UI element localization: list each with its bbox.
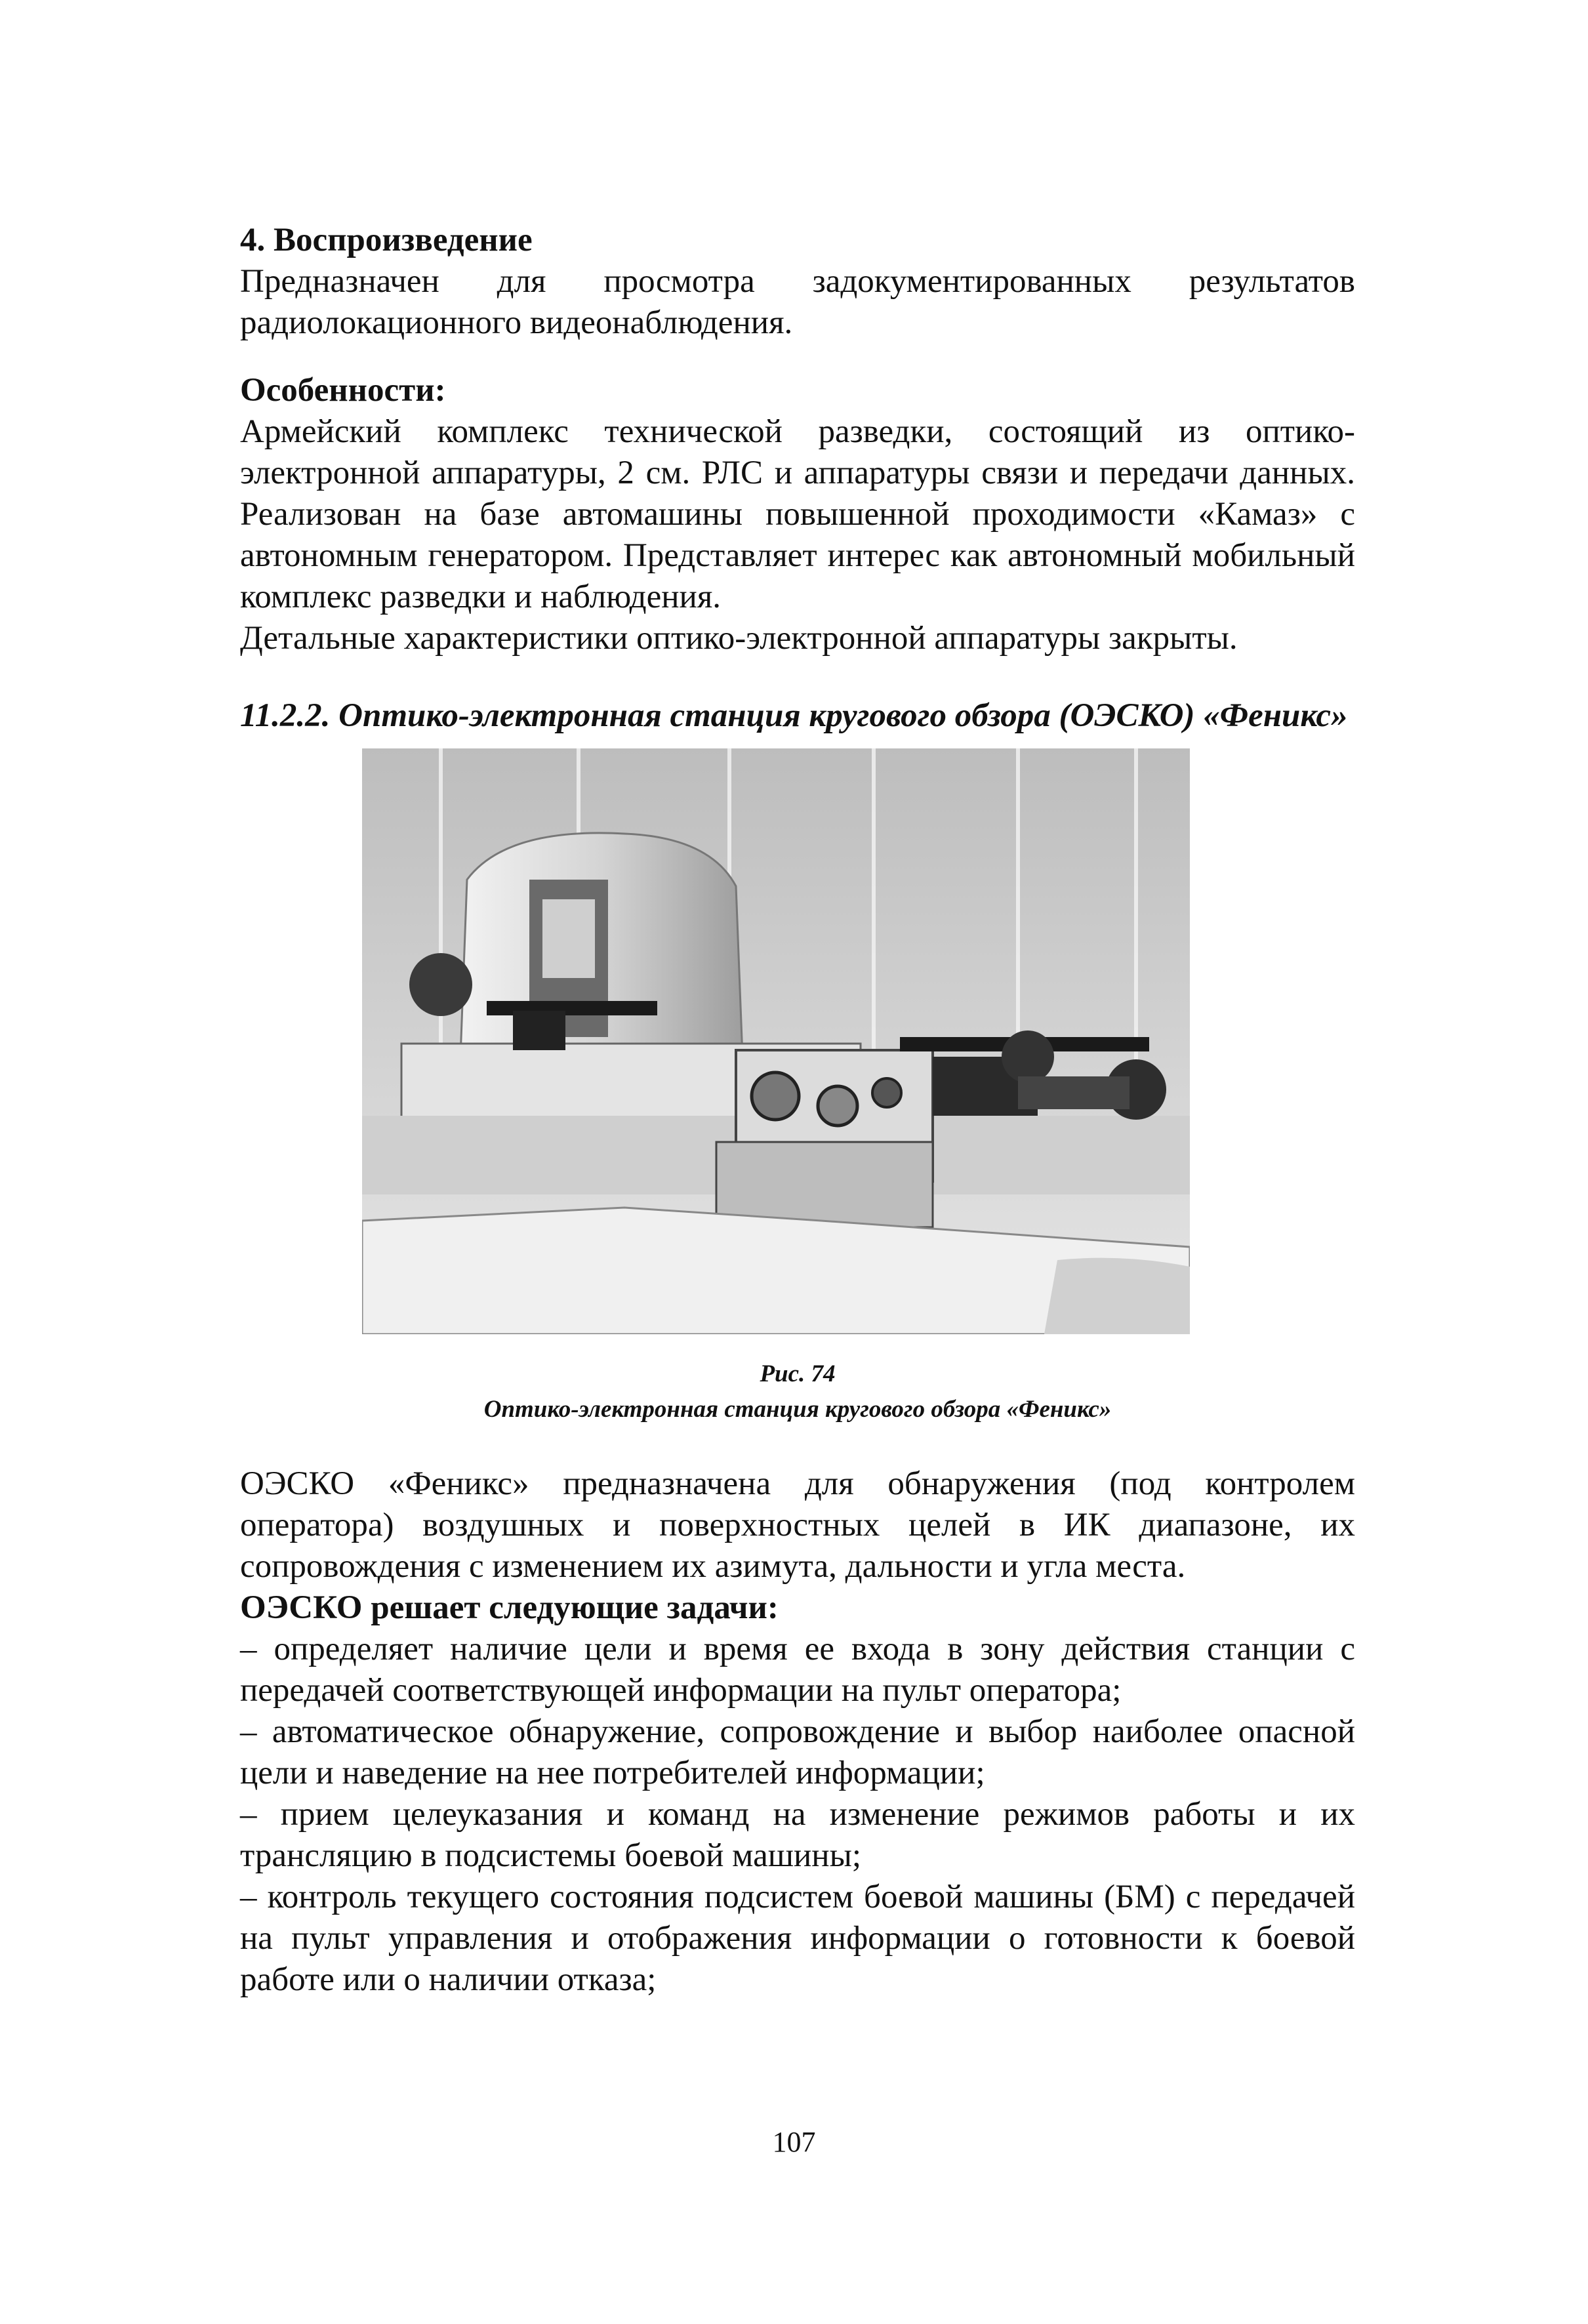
spacer bbox=[240, 1427, 1355, 1463]
spacer bbox=[240, 344, 1355, 370]
features-heading: Особенности: bbox=[240, 372, 446, 409]
tasks-heading: ОЭСКО решает следующие задачи: bbox=[240, 1589, 779, 1626]
features-paragraph-2: Детальные характеристики оптико-электронной аппаратуры закрыты. bbox=[240, 620, 1238, 657]
subsection-title: 11.2.2. Оптико-электронная станция кругового обзора (ОЭСКО) «Феникс» bbox=[240, 697, 1348, 734]
task-item: – автоматическое обнаружение, сопровождение и выбор наиболее опасной цели и наведение на нее потребителей информации; bbox=[240, 1713, 1355, 1791]
task-item: – определяет наличие цели и время ее входа в зону действия станции с передачей соответствующей информации на пульт оператора; bbox=[240, 1631, 1355, 1709]
description-paragraph: ОЭСКО «Феникс» предназначена для обнаружения (под контролем оператора) воздушных и поверхностных целей в ИК диапазоне, их сопровождения с изменением их азимута, дальности и угла места. bbox=[240, 1465, 1355, 1585]
figure-caption: Оптико-электронная станция кругового обзора «Феникс» bbox=[483, 1396, 1112, 1423]
task-item: – прием целеуказания и команд на изменение режимов работы и их трансляцию в подсистемы боевой машины; bbox=[240, 1796, 1355, 1874]
page-number: 107 bbox=[772, 2126, 816, 2158]
figure-number: Рис. 74 bbox=[760, 1360, 836, 1387]
turret-photo-illustration bbox=[362, 748, 1190, 1334]
features-paragraph: Армейский комплекс технической разведки, состоящий из оптико-электронной аппаратуры, 2 см. РЛС и аппаратуры связи и передачи данных. Реализован на базе автомашины повышенной проходимости «Камаз» с автономным генератором. Представляет интерес как автономный мобильный комплекс разведки и наблюдения. bbox=[240, 413, 1355, 615]
figure-photo bbox=[362, 748, 1190, 1334]
task-item: – контроль текущего состояния подсистем боевой машины (БМ) с передачей на пульт управления и отображения информации о готовности к боевой работе или о наличии отказа; bbox=[240, 1879, 1355, 1998]
spacer bbox=[240, 659, 1355, 695]
section-heading: 4. Воспроизведение bbox=[240, 222, 533, 258]
section-text: Предназначен для просмотра задокументированных результатов радиолокационного видеонаблюдения. bbox=[240, 263, 1355, 341]
page-content bbox=[240, 220, 1355, 2001]
